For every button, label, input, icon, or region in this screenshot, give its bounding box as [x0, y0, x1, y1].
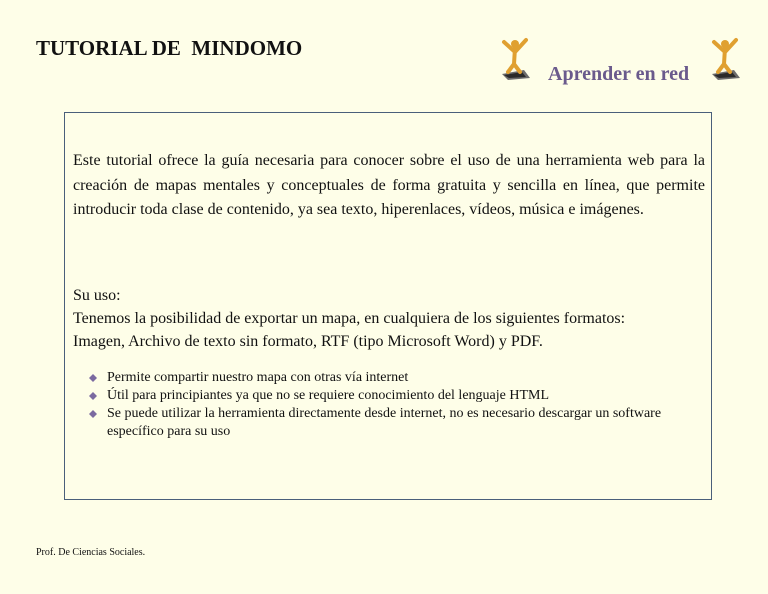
- footer-text: Prof. De Ciencias Sociales.: [36, 547, 146, 558]
- list-item-text: Útil para principiantes ya que no se requiere conocimiento del lenguaje HTML: [107, 388, 550, 403]
- use-heading: Su uso:: [73, 287, 121, 304]
- brand-text: Aprender en red: [548, 63, 690, 85]
- person-with-laptop-icon: [704, 34, 744, 82]
- person-with-laptop-icon: [494, 34, 534, 82]
- content-box: [64, 112, 712, 500]
- list-item: [87, 369, 687, 387]
- list-item-text: Se puede utilizar la herramienta directamente desde internet, no es necesario descargar un software específico para su uso: [107, 406, 662, 439]
- feature-list: [87, 369, 687, 441]
- list-item-text: Permite compartir nuestro mapa con otras vía internet: [107, 370, 409, 385]
- use-line: Tenemos la posibilidad de exportar un mapa, en cualquiera de los siguientes formatos:: [73, 310, 626, 327]
- intro-paragraph: Este tutorial ofrece la guía necesaria para conocer sobre el uso de una herramienta web para la creación de mapas mentales y conceptuales de forma gratuita y sencilla en línea, que permite introducir toda clase de contenido, ya sea texto, hiperenlaces, vídeos, música e imágenes.: [73, 152, 705, 218]
- diamond-bullet-icon: [89, 374, 97, 382]
- diamond-bullet-icon: [89, 410, 97, 418]
- use-description: [73, 308, 705, 353]
- list-item: [87, 387, 687, 405]
- page-title: TUTORIAL DE MINDOMO: [36, 36, 303, 60]
- diamond-bullet-icon: [89, 392, 97, 400]
- use-line: Imagen, Archivo de texto sin formato, RTF (tipo Microsoft Word) y PDF.: [73, 332, 543, 350]
- list-item: [87, 405, 687, 441]
